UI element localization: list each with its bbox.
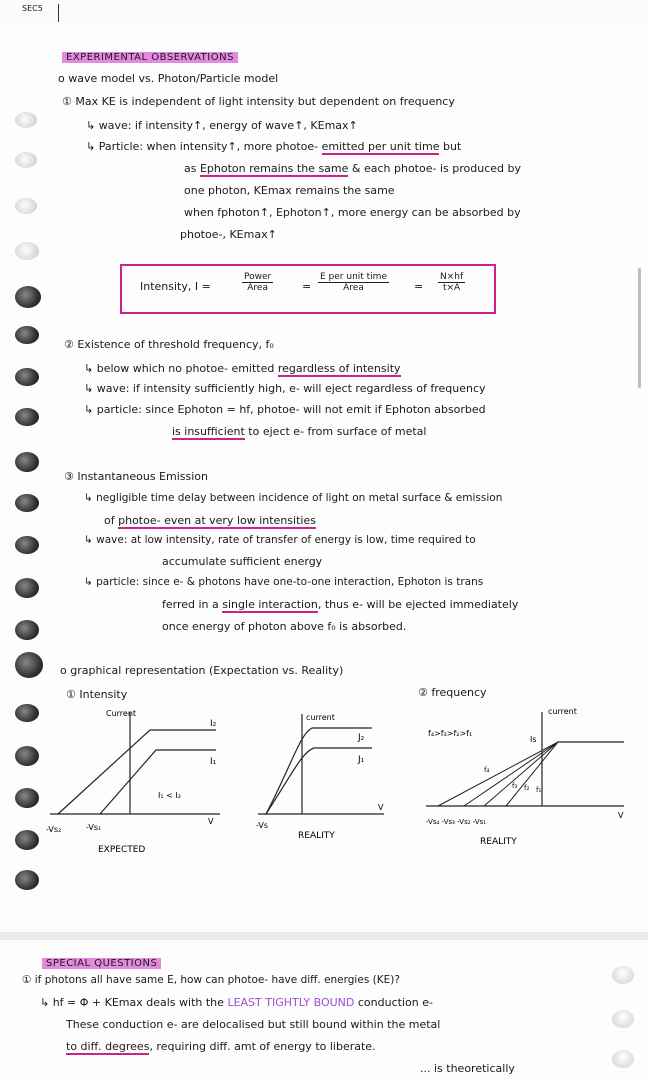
note-line: ↳ particle: since Ephoton = hf, photoe- will not emit if Ephoton absorbed (84, 403, 486, 416)
graph2-caption: REALITY (298, 831, 335, 841)
binder-hole (15, 286, 41, 308)
note-line: ↳ wave: if intensity sufficiently high, e- will eject regardless of frequency (84, 382, 486, 395)
binder-hole (15, 620, 39, 640)
section-title-special: SPECIAL QUESTIONS (42, 956, 161, 969)
graph2-j1-label: J₁ (358, 755, 365, 765)
scrollbar[interactable] (638, 268, 641, 388)
graph3-f3-label: f₃ (512, 782, 518, 790)
binder-hole (15, 578, 39, 598)
note-line: o wave model vs. Photon/Particle model (58, 72, 279, 85)
note-line: is insufficient to eject e- from surface of metal (172, 425, 427, 438)
note-line: ↳ particle: since e- & photons have one-to-one interaction, Ephoton is trans (84, 576, 484, 588)
graph1-v-label: V (208, 817, 214, 826)
binder-hole (15, 112, 37, 128)
graphs-heading: o graphical representation (Expectation vs. Reality) (60, 664, 344, 677)
fraction-power-area: Power Area (244, 272, 272, 293)
graph1-vs1-label: -Vs₁ (86, 823, 102, 832)
text-cursor (58, 4, 59, 22)
graph3-ticks: -Vs₄ -Vs₃ -Vs₂ -Vs₁ (426, 818, 487, 826)
binder-hole (15, 652, 43, 678)
section-title-experimental: EXPERIMENTAL OBSERVATIONS (62, 50, 238, 63)
graph2-current-label: current (306, 713, 335, 722)
binder-hole (612, 1010, 634, 1028)
intensity-formula-box (120, 264, 496, 314)
header-label: SEC5 (22, 4, 43, 13)
note-line: ↳ wave: if intensity↑, energy of wave↑, KEmax↑ (86, 119, 358, 132)
binder-hole (612, 1050, 634, 1068)
graph3-f1-label: f₁ (536, 786, 542, 794)
note-line: accumulate sufficient energy (162, 555, 323, 568)
binder-hole (15, 536, 39, 554)
note-line: ① Max KE is independent of light intensity but dependent on frequency (62, 95, 455, 108)
binder-hole (15, 746, 39, 766)
graph1-vs2-label: -Vs₂ (46, 825, 62, 834)
binder-hole (15, 326, 39, 344)
graph3-order: f₄>f₃>f₂>f₁ (428, 729, 473, 738)
graph2-v-label: V (378, 803, 384, 812)
binder-hole (15, 788, 39, 808)
graph3-caption: REALITY (480, 837, 517, 847)
graph2-vs-label: -Vs (256, 821, 269, 830)
binder-hole (15, 242, 39, 260)
graph2-j2-label: J₂ (358, 733, 365, 743)
note-line: ↳ Particle: when intensity↑, more photoe- emitted per unit time but (86, 140, 462, 153)
binder-hole (15, 368, 39, 386)
note-line: one photon, KEmax remains the same (184, 184, 395, 197)
graph3-v-label: V (618, 811, 624, 820)
answer-line: ... is theoretically (420, 1062, 515, 1075)
document-toolbar (0, 0, 648, 29)
answer-line: These conduction e- are delocalised but still bound within the metal (66, 1018, 441, 1031)
frequency-label: ② frequency (418, 686, 487, 699)
note-line: ↳ below which no photoe- emitted regardless of intensity (84, 362, 401, 375)
note-line: of photoe- even at very low intensities (104, 514, 316, 527)
note-line: ↳ negligible time delay between incidence of light on metal surface & emission (84, 492, 503, 504)
graph3-f4-label: f₄ (484, 766, 490, 774)
formula-lhs: Intensity, I = (140, 280, 211, 293)
graph1-current-label: Current (106, 709, 137, 718)
graph1-i1-label: I₁ (210, 757, 217, 767)
binder-hole (15, 494, 39, 512)
note-line: once energy of photon above f₀ is absorbed. (162, 620, 407, 633)
binder-hole (15, 704, 39, 722)
binder-hole (15, 830, 39, 850)
graph3-is-label: Is (530, 735, 537, 744)
section-title-threshold: ② Existence of threshold frequency, f₀ (64, 338, 274, 351)
binder-hole (15, 152, 37, 168)
binder-hole (15, 198, 37, 214)
graph-reality-frequency (418, 700, 632, 850)
equals-sign: = (414, 280, 424, 293)
graph3-current-label: current (548, 707, 577, 716)
binder-hole (612, 966, 634, 984)
graph1-caption: EXPECTED (98, 845, 146, 855)
graph1-i2-label: I₂ (210, 719, 217, 729)
graph-reality-intensity (252, 704, 392, 850)
answer-line: ↳ hf = Φ + KEmax deals with the LEAST TIGHTLY BOUND conduction e- (40, 996, 433, 1009)
note-line: when fphoton↑, Ephoton↑, more energy can be absorbed by (184, 206, 521, 219)
note-line: ↳ wave: at low intensity, rate of transfer of energy is low, time required to (84, 534, 476, 546)
answer-line: to diff. degrees, requiring diff. amt of energy to liberate. (66, 1040, 376, 1053)
section-title-instantaneous: ③ Instantaneous Emission (64, 470, 208, 483)
graph1-note: I₁ < I₂ (158, 791, 181, 800)
fraction-energy-area: E per unit time Area (320, 272, 387, 293)
intensity-label: ① Intensity (66, 688, 128, 701)
graph3-f2-label: f₂ (524, 784, 530, 792)
binder-hole (15, 870, 39, 890)
note-line: photoe-, KEmax↑ (180, 228, 277, 241)
note-line: ferred in a single interaction, thus e- will be ejected immediately (162, 598, 519, 611)
binder-hole (15, 452, 39, 472)
fraction-nhf: $\frac{N\times hf}{t\times A}$ (440, 272, 464, 293)
binder-hole (15, 408, 39, 426)
equals-sign: = (302, 280, 312, 293)
question-line: ① if photons all have same E, how can photoe- have diff. energies (KE)? (22, 974, 400, 986)
page-gap (0, 932, 648, 940)
note-line: as Ephoton remains the same & each photoe- is produced by (184, 162, 521, 175)
graph-expected (40, 700, 230, 860)
